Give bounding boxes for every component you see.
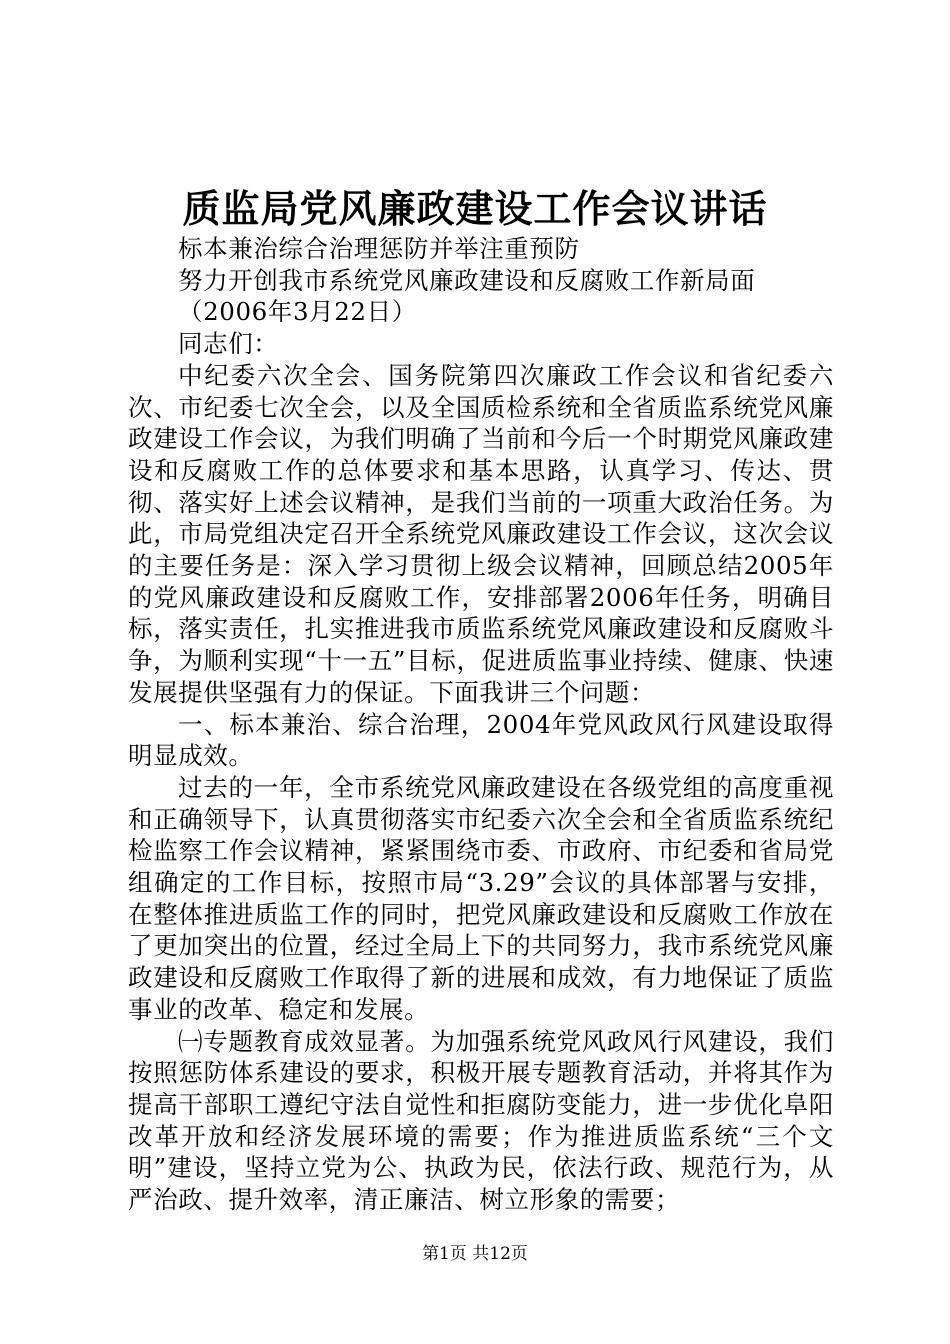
page-footer: 第1页 共12页	[422, 1244, 528, 1264]
paragraph: 中纪委六次全会、国务院第四次廉政工作会议和省纪委六次、市纪委七次全会，以及全国质检系统和全省质监系统党风廉政建设工作会议，为我们明确了当前和今后一个时期党风廉政建设和反腐败工作的总体要求和基本思路，认真学习、传达、贯彻、落实好上述会议精神，是我们当前的一项重大政治任务。为此，市局党组决定召开全系统党风廉政建设工作会议，这次会议的主要任务是：深入学习贯彻上级会议精神，回顾总结2005年的党风廉政建设和反腐败工作，安排部署2006年任务，明确目标，落实责任，扎实推进我市质监系统党风廉政建设和反腐败斗争，为顺利实现“十一五”目标，促进质监事业持续、健康、快速发展提供坚强有力的保证。下面我讲三个问题：	[128, 360, 834, 707]
speech-date: （2006年3月22日）	[178, 297, 417, 327]
salutation: 同志们：	[178, 329, 279, 359]
section-heading: 一、标本兼治、综合治理，2004年党风政风行风建设取得明显成效。	[128, 709, 834, 771]
paragraph: 过去的一年，全市系统党风廉政建设在各级党组的高度重视和正确领导下，认真贯彻落实市纪委六次全会和全省质监系统纪检监察工作会议精神，紧紧围绕市委、市政府、市纪委和省局党组确定的工作目标，按照市局“3.29”会议的具体部署与安排，在整体推进质监工作的同时，把党风廉政建设和反腐败工作放在了更加突出的位置，经过全局上下的共同努力，我市系统党风廉政建设和反腐败工作取得了新的进展和成效，有力地保证了质监事业的改革、稳定和发展。	[128, 772, 834, 1024]
document-body	[128, 233, 834, 1216]
document-title: 质监局党风廉政建设工作会议讲话	[182, 186, 768, 231]
subtitle-line-1: 标本兼治综合治理惩防并举注重预防	[178, 234, 580, 263]
subtitle-line-2: 努力开创我市系统党风廉政建设和反腐败工作新局面	[178, 265, 756, 295]
paragraph: ㈠专题教育成效显著。为加强系统党风政风行风建设，我们按照惩防体系建设的要求，积极开展专题教育活动，并将其作为提高干部职工遵纪守法自觉性和拒腐防变能力，进一步优化阜阳改革开放和经济发展环境的需要；作为推进质监系统“三个文明”建设，坚持立党为公、执政为民，依法行政、规范行为，从严治政、提升效率，清正廉洁、树立形象的需要；	[128, 1026, 834, 1215]
